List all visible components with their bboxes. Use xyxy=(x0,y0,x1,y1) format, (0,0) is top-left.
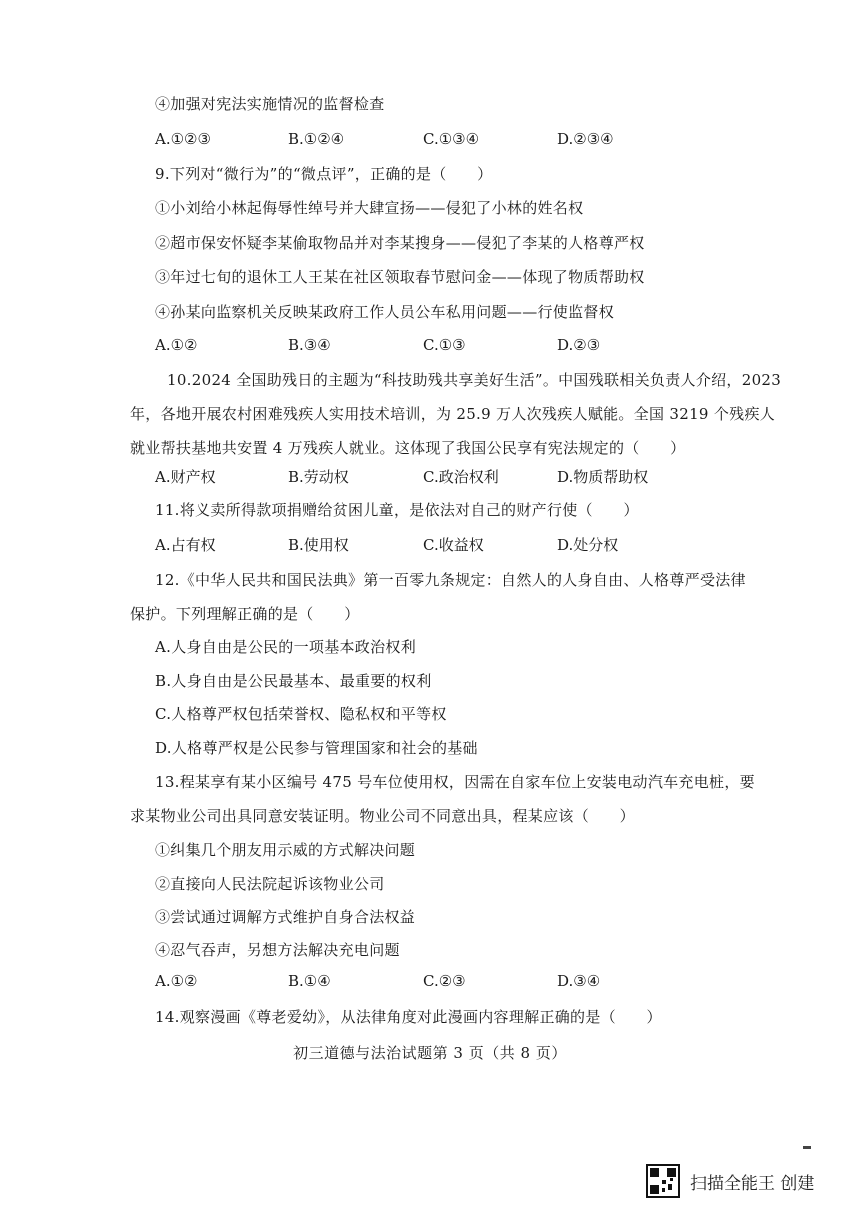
q9-statement-1: ①小刘给小林起侮辱性绰号并大肆宣扬——侵犯了小林的姓名权 xyxy=(155,199,584,217)
option-d: D.物质帮助权 xyxy=(557,468,649,486)
scanner-watermark xyxy=(646,1163,814,1199)
option-b: B.③④ xyxy=(288,336,331,354)
q9-statement-3: ③年过七旬的退休工人王某在社区领取春节慰问金——体现了物质帮助权 xyxy=(155,268,645,286)
q10-stem-line-2: 年，各地开展农村困难残疾人实用技术培训，为 25.9 万人次残疾人赋能。全国 3219 个残疾人 xyxy=(130,405,776,423)
option-d: D.③④ xyxy=(557,972,601,990)
option-a: A.①② xyxy=(155,972,198,990)
option-b: B.①④ xyxy=(288,972,331,990)
q11-options xyxy=(155,534,715,556)
q14-stem: 14.观察漫画《尊老爱幼》，从法律角度对此漫画内容理解正确的是（ ） xyxy=(155,1008,662,1026)
option-a: A.财产权 xyxy=(155,468,216,486)
watermark-text: 扫描全能王 创建 xyxy=(690,1173,815,1194)
qr-code-icon xyxy=(646,1164,680,1198)
q13-statement-2: ②直接向人民法院起诉该物业公司 xyxy=(155,875,385,893)
q12-option-c: C.人格尊严权包括荣誉权、隐私权和平等权 xyxy=(155,705,447,723)
q13-options xyxy=(155,972,715,994)
option-a: A.①② xyxy=(155,336,198,354)
q13-stem-line-1: 13.程某享有某小区编号 475 号车位使用权，因需在自家车位上安装电动汽车充电桩，要 xyxy=(155,773,755,791)
q13-statement-3: ③尝试通过调解方式维护自身合法权益 xyxy=(155,908,416,926)
option-c: C.政治权利 xyxy=(423,468,499,486)
option-b: B.劳动权 xyxy=(288,468,349,486)
option-d: D.②③ xyxy=(557,336,601,354)
q12-option-d: D.人格尊严权是公民参与管理国家和社会的基础 xyxy=(155,739,478,757)
page-footer: 初三道德与法治试题第 3 页（共 8 页） xyxy=(293,1044,567,1062)
option-c: C.收益权 xyxy=(423,536,484,554)
q9-statement-2: ②超市保安怀疑李某偷取物品并对李某搜身——侵犯了李某的人格尊严权 xyxy=(155,234,645,252)
q8-options xyxy=(155,130,715,152)
option-b: B.①②④ xyxy=(288,130,345,148)
q13-statement-1: ①纠集几个朋友用示威的方式解决问题 xyxy=(155,841,416,859)
option-d: D.处分权 xyxy=(557,536,619,554)
q11-stem: 11.将义卖所得款项捐赠给贫困儿童，是依法对自己的财产行使（ ） xyxy=(155,501,639,519)
q9-statement-4: ④孙某向监察机关反映某政府工作人员公车私用问题——行使监督权 xyxy=(155,303,615,321)
q12-stem-line-1: 12.《中华人民共和国民法典》第一百零九条规定：自然人的人身自由、人格尊严受法律 xyxy=(155,571,746,589)
q12-option-a: A.人身自由是公民的一项基本政治权利 xyxy=(155,638,417,656)
q9-stem: 9.下列对“微行为”的“微点评”，正确的是（ ） xyxy=(155,165,493,183)
q13-stem-line-2: 求某物业公司出具同意安装证明。物业公司不同意出具，程某应该（ ） xyxy=(130,807,635,825)
option-c: C.①③ xyxy=(423,336,466,354)
option-b: B.使用权 xyxy=(288,536,349,554)
option-c: C.①③④ xyxy=(423,130,480,148)
q10-stem-line-3: 就业帮扶基地共安置 4 万残疾人就业。这体现了我国公民享有宪法规定的（ ） xyxy=(130,439,686,457)
q13-statement-4: ④忍气吞声，另想方法解决充电问题 xyxy=(155,941,400,959)
q9-options xyxy=(155,336,715,358)
q8-statement-4: ④加强对宪法实施情况的监督检查 xyxy=(155,95,385,113)
q10-stem-line-1: 10.2024 全国助残日的主题为“科技助残共享美好生活”。中国残联相关负责人介绍，2023 xyxy=(167,371,782,389)
option-a: A.①②③ xyxy=(155,130,211,148)
scan-artifact xyxy=(803,1146,811,1149)
q12-option-b: B.人身自由是公民最基本、最重要的权利 xyxy=(155,672,432,690)
q12-stem-line-2: 保护。下列理解正确的是（ ） xyxy=(130,605,360,623)
q10-options xyxy=(155,466,715,488)
option-a: A.占有权 xyxy=(155,536,216,554)
option-d: D.②③④ xyxy=(557,130,614,148)
option-c: C.②③ xyxy=(423,972,466,990)
